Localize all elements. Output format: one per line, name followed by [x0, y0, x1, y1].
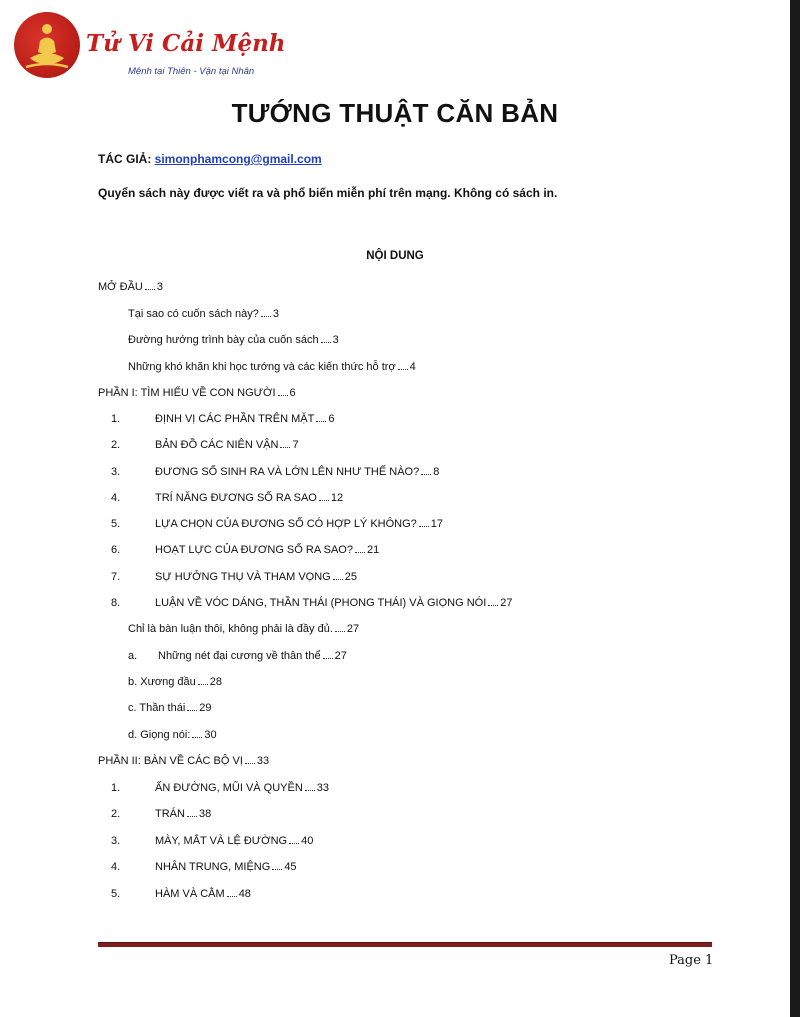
toc-entry-number: 7. [111, 571, 121, 583]
toc-dot-leader [227, 896, 237, 897]
toc-entry-label [111, 888, 225, 900]
toc-entry-page: 8 [433, 466, 440, 478]
toc-entry-page: 6 [289, 387, 296, 399]
toc-dot-leader [323, 658, 333, 659]
toc-entry-label [111, 466, 419, 478]
toc-dot-leader [488, 605, 498, 606]
toc-entry-title: Những khó khăn khi học tướng và các kiến thức hỗ trợ [128, 361, 396, 373]
toc-entry-label [98, 281, 143, 293]
toc-entry-title: PHẦN I: TÌM HIỂU VỀ CON NGƯỜI [98, 387, 276, 399]
toc-entry-page: 33 [256, 755, 270, 767]
toc-entry-number: 5. [111, 518, 121, 530]
toc-entry-page: 21 [366, 544, 380, 556]
toc-dot-leader [245, 763, 255, 764]
toc-entry-label [111, 518, 417, 530]
toc-entry-label [111, 808, 185, 820]
toc-entry-page: 27 [346, 623, 360, 635]
toc-entry-page: 25 [344, 571, 357, 583]
toc-entry-label [128, 676, 196, 688]
toc-entry-title: TRÁN [155, 808, 185, 820]
toc-entry-number: 4. [111, 492, 121, 504]
toc-entry-title: MÀY, MẮT VÀ LỆ ĐƯỜNG [155, 835, 288, 847]
buddha-emblem-icon [14, 12, 80, 78]
toc-dot-leader [421, 474, 431, 475]
toc-dot-leader [198, 684, 208, 685]
toc-entry-page: 4 [409, 361, 416, 373]
toc-entry-label [128, 702, 185, 714]
toc-entry-title: SỰ HƯỞNG THỤ VÀ THAM VỌNG [155, 571, 331, 583]
toc-heading: NỘI DUNG [366, 250, 424, 262]
toc-dot-leader [335, 631, 345, 632]
toc-dot-leader [319, 500, 329, 501]
toc-entry-page: 27 [500, 597, 513, 609]
toc-dot-leader [145, 289, 155, 290]
toc-entry-page: 3 [332, 334, 339, 346]
author-line [98, 152, 322, 166]
toc-dot-leader [355, 552, 365, 553]
toc-entry-label [111, 597, 486, 609]
toc-entry-title: TRÍ NĂNG ĐƯƠNG SỐ RA SAO [155, 492, 317, 504]
toc-entry-label [111, 492, 317, 504]
toc-entry-number: 3. [111, 466, 121, 478]
toc-entry-title: Đường hướng trình bày của cuốn sách [128, 334, 319, 346]
toc-entry-number: 2. [111, 808, 121, 820]
toc-dot-leader [261, 316, 271, 317]
toc-dot-leader [333, 579, 343, 580]
toc-dot-leader [316, 421, 326, 422]
toc-entry-label [111, 861, 270, 873]
document-title: TƯỚNG THUẬT CĂN BẢN [231, 98, 559, 128]
toc-entry-label [111, 782, 303, 794]
toc-entry-page: 40 [301, 835, 314, 847]
toc-entry-title: BẢN ĐỒ CÁC NIÊN VẬN [155, 439, 279, 451]
toc-entry-label [111, 439, 278, 451]
toc-entry-title: LUẬN VỀ VÓC DÁNG, THẦN THÁI (PHONG THÁI) VÀ GIỌNG NÓI [155, 597, 487, 609]
logo-tagline: Mệnh tại Thiên - Vận tại Nhân [128, 66, 255, 77]
toc-dot-leader [280, 447, 290, 448]
toc-dot-leader [419, 526, 429, 527]
toc-entry-title: ĐỊNH VỊ CÁC PHẦN TRÊN MẶT [155, 413, 315, 425]
toc-entry-title: LỰA CHỌN CỦA ĐƯƠNG SỐ CÓ HỢP LÝ KHÔNG? [155, 518, 417, 530]
toc-dot-leader [187, 816, 197, 817]
viewer-background [790, 0, 800, 1017]
toc-entry-number: a. [128, 650, 138, 662]
toc-entry-page: 29 [199, 702, 212, 714]
toc-entry-title: d. Giọng nói: [128, 729, 191, 741]
toc-entry-page: 6 [328, 413, 335, 425]
toc-entry-page: 17 [430, 518, 444, 530]
toc-entry-page: 38 [198, 808, 212, 820]
footer-divider [98, 942, 712, 947]
toc-entry-label [128, 361, 396, 373]
toc-entry-page: 12 [330, 492, 344, 504]
toc-entry-label [128, 334, 319, 346]
toc-dot-leader [321, 342, 331, 343]
toc-entry-title: Những nét đại cương về thân thể [158, 650, 321, 662]
toc-entry-label [111, 835, 287, 847]
toc-entry-number: 4. [111, 861, 121, 873]
toc-dot-leader [305, 790, 315, 791]
toc-entry-page: 30 [204, 729, 217, 741]
toc-entry-label [111, 571, 331, 583]
logo-name: Tử Vi Cải Mệnh [86, 30, 286, 57]
toc-entry-page: 3 [272, 308, 279, 320]
toc-entry-label [98, 387, 276, 399]
toc-entry-page: 3 [156, 281, 164, 293]
toc-entry-page: 48 [238, 888, 251, 900]
toc-entry-number: 1. [111, 782, 121, 794]
toc-entry-page: 45 [284, 861, 297, 873]
toc-dot-leader [187, 710, 197, 711]
toc-entry-title: b. Xương đầu [128, 676, 196, 688]
toc-entry-title: HÀM VÀ CẰM [155, 888, 225, 900]
author-email-link[interactable]: simonphamcong@gmail.com [154, 152, 322, 166]
toc-dot-leader [278, 395, 288, 396]
toc-entry-title: Chỉ là bàn luận thôi, không phải là đầy đủ. [128, 623, 333, 635]
toc-entry-number: 8. [111, 597, 121, 609]
toc-entry-number: 3. [111, 835, 121, 847]
toc-dot-leader [192, 737, 202, 738]
toc-entry-page: 33 [316, 782, 330, 794]
toc-dot-leader [289, 843, 299, 844]
toc-entry-label [111, 413, 314, 425]
toc-dot-leader [398, 369, 408, 370]
toc-entry-number: 1. [111, 413, 121, 425]
toc-entry-title: MỞ ĐẦU [98, 281, 143, 293]
toc-entry-number: 5. [111, 888, 121, 900]
toc-entry-label [128, 650, 321, 662]
toc-entry-label [128, 729, 190, 741]
site-logo [14, 12, 286, 82]
toc-entry-title: Tại sao có cuốn sách này? [128, 308, 259, 320]
toc-entry-page: 28 [209, 676, 223, 688]
toc-entry-page: 7 [292, 439, 299, 451]
toc-entry-title: ẤN ĐƯỜNG, MŨI VÀ QUYỀN [155, 782, 303, 794]
toc-entry-title: NHÂN TRUNG, MIỆNG [155, 861, 271, 873]
toc-entry-number: 6. [111, 544, 121, 556]
toc-entry-title: HOẠT LỰC CỦA ĐƯƠNG SỐ RA SAO? [155, 544, 353, 556]
toc-entry-label [128, 623, 333, 635]
toc-entry-label [98, 755, 243, 767]
toc-entry-page: 27 [334, 650, 347, 662]
toc-entry-label [128, 308, 259, 320]
toc-entry-title: PHẦN II: BÀN VỀ CÁC BỘ VỊ [98, 755, 243, 767]
toc-dot-leader [272, 869, 282, 870]
publication-note: Quyển sách này được viết ra và phổ biến miễn phí trên mạng. Không có sách in. [98, 186, 558, 200]
footer-page-number: Page 1 [669, 953, 714, 968]
toc-entry-number: 2. [111, 439, 121, 451]
toc-entry-label [111, 544, 353, 556]
toc-entry-title: ĐƯƠNG SỐ SINH RA VÀ LỚN LÊN NHƯ THẾ NÀO? [155, 466, 420, 478]
toc-entry-title: c. Thần thái [128, 702, 186, 714]
author-label: TÁC GIẢ: [98, 152, 152, 166]
